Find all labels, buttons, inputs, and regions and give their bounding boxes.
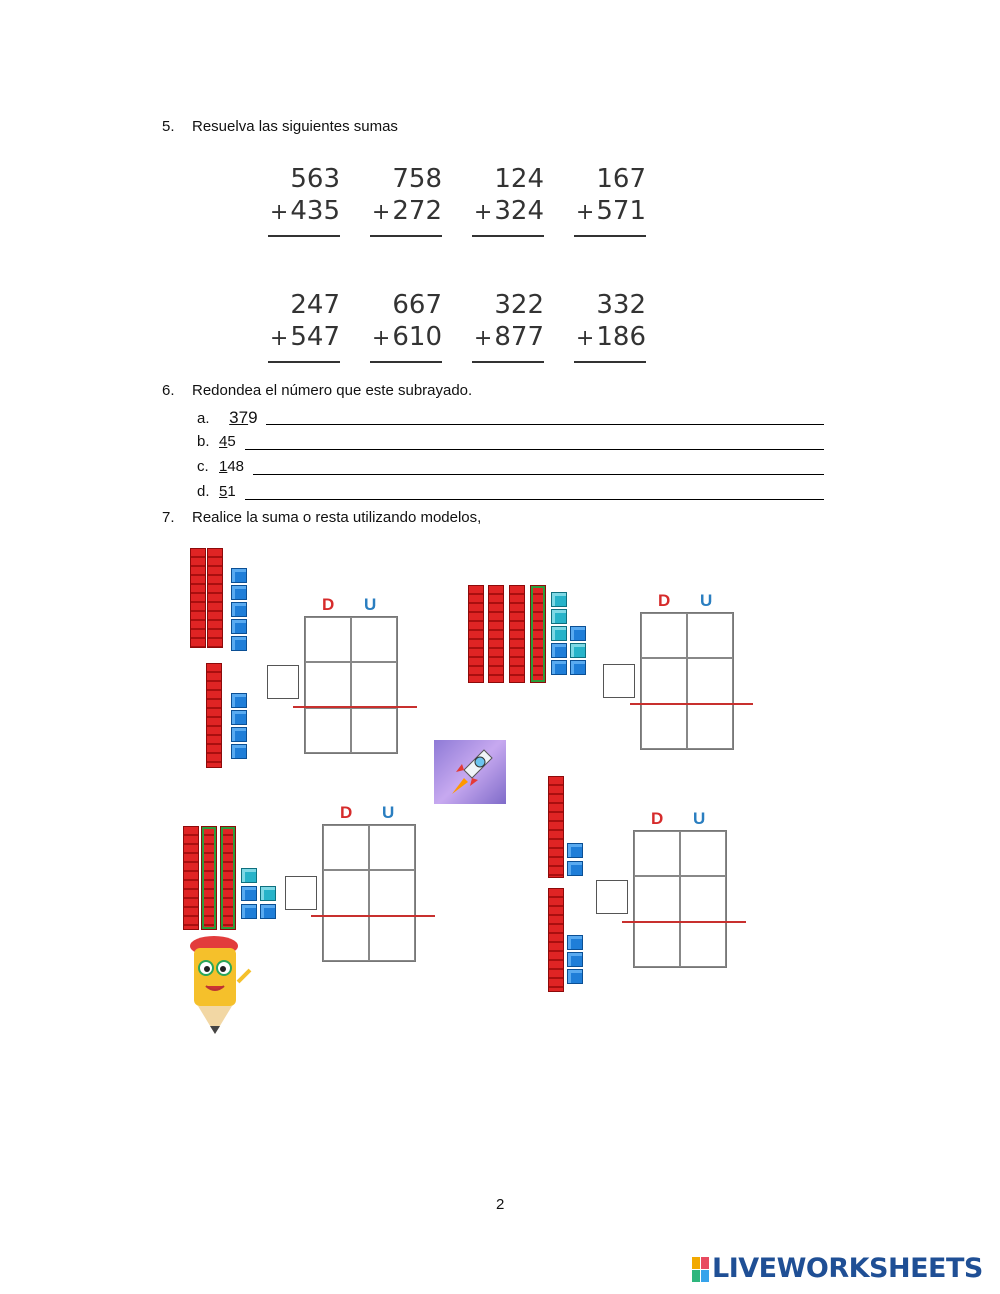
answer-cell[interactable]	[687, 613, 733, 658]
unit-cube	[241, 868, 257, 883]
operation-sign-box[interactable]	[596, 880, 628, 914]
answer-cell[interactable]	[641, 613, 687, 658]
answer-cell[interactable]	[351, 617, 397, 662]
addition-problem	[368, 289, 442, 363]
tens-rod	[220, 826, 236, 930]
answer-cell[interactable]	[687, 704, 733, 749]
unit-cube	[567, 952, 583, 967]
sum-line	[472, 235, 544, 237]
operation-sign-box[interactable]	[603, 664, 635, 698]
item-letter: d.	[197, 483, 210, 500]
du-answer-grid	[322, 824, 416, 962]
sum-line	[574, 361, 646, 363]
operation-sign-box[interactable]	[285, 876, 317, 910]
plus-sign: +	[371, 200, 391, 225]
addend-top: 758	[392, 164, 442, 194]
addend-bottom: 435	[290, 196, 340, 226]
digits: 48	[227, 458, 245, 475]
question-number: 7.	[162, 509, 175, 526]
unit-cube	[570, 643, 586, 658]
digits: 1	[227, 483, 236, 500]
addend-bottom-row	[572, 321, 646, 355]
answer-cell[interactable]	[634, 876, 680, 921]
addend-top: 247	[290, 290, 340, 320]
item-letter: a.	[197, 410, 210, 427]
answer-cell[interactable]	[351, 662, 397, 707]
addend-bottom: 877	[494, 322, 544, 352]
question-number: 5.	[162, 118, 175, 135]
plus-sign: +	[575, 200, 595, 225]
tens-rod	[207, 548, 223, 648]
unit-cube	[260, 886, 276, 901]
tens-rod	[509, 585, 525, 683]
brand-name: LIVEWORKSHEETS	[712, 1253, 983, 1284]
answer-cell[interactable]	[305, 662, 351, 707]
digits: 5	[227, 433, 236, 450]
answer-cell[interactable]	[351, 708, 397, 753]
question-7-title	[162, 509, 481, 526]
tens-rod	[548, 888, 564, 992]
addend-top: 167	[596, 164, 646, 194]
underlined-digits: 5	[219, 483, 228, 500]
addend-bottom-row	[368, 195, 442, 229]
answer-cell[interactable]	[641, 658, 687, 703]
addend-bottom-row	[572, 195, 646, 229]
tens-rod	[183, 826, 199, 930]
unit-cube	[231, 727, 247, 742]
question-number: 6.	[162, 382, 175, 399]
answer-line-c[interactable]	[253, 462, 824, 475]
addend-bottom-row	[266, 321, 340, 355]
answer-cell[interactable]	[680, 876, 726, 921]
unit-cube	[551, 592, 567, 607]
pencil-mascot	[186, 934, 256, 1036]
du-answer-grid	[640, 612, 734, 750]
sum-line	[268, 235, 340, 237]
plus-sign: +	[473, 326, 493, 351]
unit-cube	[551, 660, 567, 675]
unit-cube	[570, 626, 586, 641]
unit-cube	[231, 585, 247, 600]
plus-sign: +	[269, 200, 289, 225]
round-item-c	[197, 458, 244, 475]
underlined-digits: 37	[229, 408, 249, 427]
addend-bottom: 547	[290, 322, 340, 352]
addition-problem	[470, 163, 544, 237]
answer-cell[interactable]	[680, 831, 726, 876]
result-line	[622, 921, 746, 923]
addend-bottom-row	[470, 195, 544, 229]
addend-bottom: 571	[596, 196, 646, 226]
round-item-d	[197, 483, 236, 500]
plus-sign: +	[575, 326, 595, 351]
addend-bottom: 186	[596, 322, 646, 352]
rocket-image	[434, 740, 506, 804]
answer-cell[interactable]	[687, 658, 733, 703]
plus-sign: +	[473, 200, 493, 225]
result-line	[293, 706, 417, 708]
addition-problem	[368, 163, 442, 237]
tens-rod	[548, 776, 564, 878]
tens-rod	[201, 826, 217, 930]
addition-problem	[266, 163, 340, 237]
answer-cell[interactable]	[369, 916, 415, 961]
addition-problem	[572, 289, 646, 363]
unit-cube	[567, 969, 583, 984]
addend-top: 322	[494, 290, 544, 320]
units-label: U	[693, 809, 706, 828]
answer-cell[interactable]	[369, 825, 415, 870]
pencil-icon	[186, 934, 256, 1036]
sum-line	[370, 235, 442, 237]
answer-cell[interactable]	[369, 870, 415, 915]
result-line	[630, 703, 753, 705]
tens-rod	[190, 548, 206, 648]
unit-cube	[570, 660, 586, 675]
addition-problem	[572, 163, 646, 237]
rocket-icon	[434, 740, 506, 804]
sum-line	[574, 235, 646, 237]
page-number: 2	[496, 1196, 505, 1213]
answer-cell[interactable]	[305, 617, 351, 662]
answer-cell[interactable]	[323, 916, 369, 961]
unit-cube	[241, 904, 257, 919]
unit-cube	[551, 626, 567, 641]
unit-cube	[241, 886, 257, 901]
tens-label: D	[340, 803, 353, 822]
item-letter: b.	[197, 433, 210, 450]
answer-line-d[interactable]	[245, 487, 824, 500]
tens-rod	[206, 663, 222, 768]
question-text: Realice la suma o resta utilizando modelos,	[192, 509, 482, 526]
item-letter: c.	[197, 458, 209, 475]
digits: 9	[248, 408, 258, 427]
addend-bottom: 610	[392, 322, 442, 352]
answer-cell[interactable]	[634, 831, 680, 876]
du-answer-grid	[304, 616, 398, 754]
answer-line-b[interactable]	[245, 437, 824, 450]
unit-cube	[567, 861, 583, 876]
answer-cell[interactable]	[323, 870, 369, 915]
addend-bottom-row	[368, 321, 442, 355]
addend-bottom-row	[470, 321, 544, 355]
addend-top: 667	[392, 290, 442, 320]
tens-rod	[488, 585, 504, 683]
unit-cube	[231, 619, 247, 634]
unit-cube	[231, 744, 247, 759]
plus-sign: +	[371, 326, 391, 351]
units-label: U	[364, 595, 377, 614]
underlined-digits: 4	[219, 433, 228, 450]
round-item-b	[197, 433, 236, 450]
plus-sign: +	[269, 326, 289, 351]
du-answer-grid	[633, 830, 727, 968]
addend-top: 124	[494, 164, 544, 194]
unit-cube	[551, 643, 567, 658]
answer-cell[interactable]	[641, 704, 687, 749]
tens-label: D	[651, 809, 664, 828]
tens-label: D	[322, 595, 335, 614]
answer-line-a[interactable]	[266, 412, 824, 425]
answer-cell[interactable]	[680, 922, 726, 967]
tens-label: D	[658, 591, 671, 610]
unit-cube	[551, 609, 567, 624]
addition-problem	[470, 289, 544, 363]
underlined-digits: 1	[219, 458, 228, 475]
addend-bottom-row	[266, 195, 340, 229]
unit-cube	[567, 843, 583, 858]
result-line	[311, 915, 435, 917]
addition-problem	[266, 289, 340, 363]
unit-cube	[231, 693, 247, 708]
unit-cube	[231, 636, 247, 651]
addend-bottom: 272	[392, 196, 442, 226]
unit-cube	[231, 568, 247, 583]
answer-cell[interactable]	[305, 708, 351, 753]
unit-cube	[231, 710, 247, 725]
addend-top: 332	[596, 290, 646, 320]
answer-cell[interactable]	[634, 922, 680, 967]
question-5-title	[162, 118, 398, 135]
question-text: Resuelva las siguientes sumas	[192, 118, 398, 135]
units-label: U	[382, 803, 395, 822]
units-label: U	[700, 591, 713, 610]
question-6-title	[162, 382, 472, 399]
tens-rod	[468, 585, 484, 683]
sum-line	[472, 361, 544, 363]
unit-cube	[231, 602, 247, 617]
sum-line	[268, 361, 340, 363]
addend-bottom: 324	[494, 196, 544, 226]
question-text: Redondea el número que este subrayado.	[192, 382, 473, 399]
tens-rod	[530, 585, 546, 683]
answer-cell[interactable]	[323, 825, 369, 870]
sum-line	[370, 361, 442, 363]
unit-cube	[567, 935, 583, 950]
unit-cube	[260, 904, 276, 919]
addend-top: 563	[290, 164, 340, 194]
round-item-a	[197, 408, 258, 428]
operation-sign-box[interactable]	[267, 665, 299, 699]
